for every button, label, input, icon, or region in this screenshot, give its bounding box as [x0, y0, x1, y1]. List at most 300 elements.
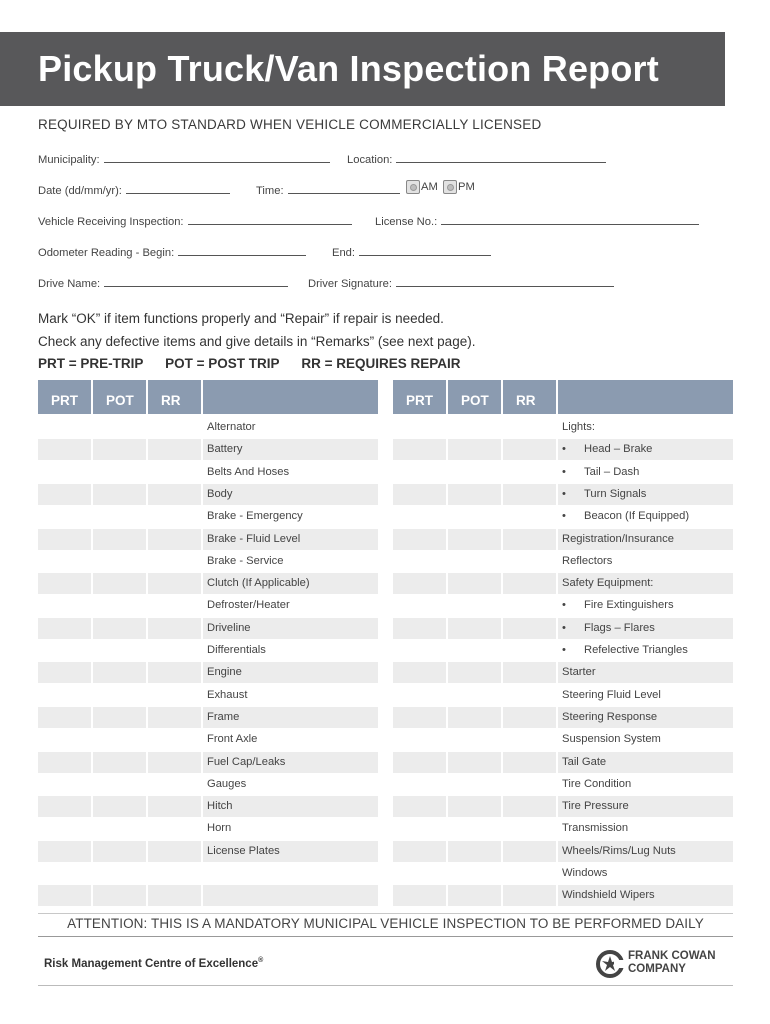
- checklist-item-text: Refelective Triangles: [584, 644, 688, 656]
- prt-checkbox[interactable]: [38, 573, 91, 594]
- prt-checkbox[interactable]: [393, 640, 446, 661]
- attention-notice: ATTENTION: THIS IS A MANDATORY MUNICIPAL VEHICLE INSPECTION TO BE PERFORMED DAILY: [38, 913, 733, 931]
- prt-checkbox[interactable]: [38, 752, 91, 773]
- odometer-begin-field[interactable]: [38, 246, 306, 259]
- checklist-row: [38, 439, 378, 461]
- pot-checkbox[interactable]: [448, 573, 501, 594]
- prt-checkbox[interactable]: [393, 774, 446, 795]
- prt-checkbox[interactable]: [38, 439, 91, 460]
- header-rr: RR: [148, 380, 201, 414]
- prt-checkbox[interactable]: [393, 729, 446, 750]
- pot-checkbox[interactable]: [93, 484, 146, 505]
- prt-checkbox[interactable]: [38, 595, 91, 616]
- checklist-item-text: Transmission: [562, 822, 629, 835]
- pot-checkbox[interactable]: [93, 417, 146, 438]
- legend-rr: RR = REQUIRES REPAIR: [301, 356, 461, 371]
- pot-checkbox[interactable]: [93, 595, 146, 616]
- checklist-row: [393, 796, 733, 818]
- rr-checkbox[interactable]: [148, 462, 201, 483]
- municipality-line: [104, 153, 330, 163]
- pot-checkbox[interactable]: [448, 841, 501, 862]
- am-option[interactable]: [406, 180, 438, 194]
- prt-checkbox[interactable]: [38, 506, 91, 527]
- checklist-item-label: [203, 818, 378, 839]
- license-no-field[interactable]: [375, 215, 699, 228]
- pot-checkbox[interactable]: [93, 506, 146, 527]
- checklist-item-text: Body: [207, 487, 233, 500]
- rr-checkbox[interactable]: [503, 595, 556, 616]
- checklist-row: [393, 551, 733, 573]
- checklist-row: [393, 439, 733, 461]
- pot-checkbox[interactable]: [93, 618, 146, 639]
- driver-signature-label: Driver Signature:: [308, 278, 392, 290]
- prt-checkbox[interactable]: [393, 506, 446, 527]
- pot-checkbox[interactable]: [93, 863, 146, 884]
- checklist-row: [393, 707, 733, 729]
- checklist-item-label: [558, 662, 733, 683]
- rr-checkbox[interactable]: [503, 841, 556, 862]
- cowan-leaf-icon: [596, 950, 624, 978]
- checklist-item-label: [558, 752, 733, 773]
- checklist-item-label: [203, 863, 378, 884]
- pot-checkbox[interactable]: [448, 729, 501, 750]
- municipality-field[interactable]: [38, 153, 330, 166]
- pm-option[interactable]: [443, 180, 475, 194]
- prt-checkbox[interactable]: [393, 551, 446, 572]
- rr-checkbox[interactable]: [148, 551, 201, 572]
- rr-checkbox[interactable]: [503, 885, 556, 906]
- header-pot: POT: [448, 380, 501, 414]
- checklist-row: [393, 529, 733, 551]
- pot-checkbox[interactable]: [93, 841, 146, 862]
- rr-checkbox[interactable]: [503, 573, 556, 594]
- prt-checkbox[interactable]: [38, 729, 91, 750]
- checklist-item-text: Windows: [562, 867, 608, 879]
- checklist-item-text: Driveline: [207, 621, 251, 634]
- pot-checkbox[interactable]: [448, 618, 501, 639]
- header-prt: PRT: [38, 380, 91, 414]
- checklist-row: [38, 863, 378, 885]
- prt-checkbox[interactable]: [393, 841, 446, 862]
- checklist-item-label: [558, 529, 733, 550]
- checklist-row: [38, 573, 378, 595]
- checklist-row: [393, 685, 733, 707]
- pot-checkbox[interactable]: [448, 506, 501, 527]
- prt-checkbox[interactable]: [38, 818, 91, 839]
- vehicle-receiving-label: Vehicle Receiving Inspection:: [38, 216, 184, 228]
- checklist-row: [393, 618, 733, 640]
- checklist-item-label: [203, 506, 378, 527]
- checklist-item-label: [203, 885, 378, 906]
- logo-line-2: COMPANY: [628, 963, 686, 975]
- checklist-item-text: Starter: [562, 666, 596, 679]
- checklist-row: [38, 841, 378, 863]
- odometer-end-line: [359, 246, 491, 256]
- checklist-item-text: Brake - Emergency: [207, 510, 303, 523]
- checklist-item-text: Reflectors: [562, 554, 613, 567]
- pot-checkbox[interactable]: [448, 439, 501, 460]
- pot-checkbox[interactable]: [93, 707, 146, 728]
- rr-checkbox[interactable]: [503, 417, 556, 438]
- checklist-row: [38, 707, 378, 729]
- checklist-item-text: Horn: [207, 822, 232, 835]
- pot-checkbox[interactable]: [93, 729, 146, 750]
- checklist-item-text: Safety Equipment:: [562, 577, 654, 590]
- checklist-item-text: Tail Gate: [562, 755, 607, 768]
- checklist-item-label: [203, 796, 378, 817]
- prt-checkbox[interactable]: [393, 707, 446, 728]
- pot-checkbox[interactable]: [448, 640, 501, 661]
- checklist-item-label: [558, 462, 733, 483]
- prt-checkbox[interactable]: [393, 752, 446, 773]
- prt-checkbox[interactable]: [38, 484, 91, 505]
- checklist-item-label: [558, 484, 733, 505]
- checklist-item-label: [558, 818, 733, 839]
- checklist-item-label: [558, 595, 733, 616]
- pot-checkbox[interactable]: [448, 885, 501, 906]
- time-label: Time:: [256, 185, 284, 197]
- checklist-item-text: Defroster/Heater: [207, 599, 290, 612]
- checklist-item-label: [203, 774, 378, 795]
- checklist-item-text: Hitch: [207, 800, 233, 813]
- checklist-item-label: [203, 685, 378, 706]
- pot-checkbox[interactable]: [448, 685, 501, 706]
- rr-checkbox[interactable]: [503, 439, 556, 460]
- rr-checkbox[interactable]: [503, 529, 556, 550]
- rr-checkbox[interactable]: [148, 752, 201, 773]
- time-field[interactable]: [256, 184, 400, 197]
- checklist-item-text: Frame: [207, 710, 240, 723]
- rr-checkbox[interactable]: [148, 729, 201, 750]
- pot-checkbox[interactable]: [93, 551, 146, 572]
- rr-checkbox[interactable]: [148, 417, 201, 438]
- rr-checkbox[interactable]: [148, 573, 201, 594]
- rr-checkbox[interactable]: [503, 484, 556, 505]
- pot-checkbox[interactable]: [93, 685, 146, 706]
- checklist-row: [393, 885, 733, 907]
- drive-name-field[interactable]: [38, 277, 288, 290]
- prt-checkbox[interactable]: [38, 796, 91, 817]
- pot-checkbox[interactable]: [448, 484, 501, 505]
- checklist-item-label: [558, 707, 733, 728]
- rr-checkbox[interactable]: [148, 796, 201, 817]
- legend-prt: PRT = PRE-TRIP: [38, 356, 144, 371]
- prt-checkbox[interactable]: [393, 618, 446, 639]
- checklist-item-text: Tire Pressure: [562, 800, 629, 813]
- frank-cowan-logo: [596, 950, 736, 980]
- prt-checkbox[interactable]: [38, 662, 91, 683]
- rr-checkbox[interactable]: [148, 685, 201, 706]
- checklist-item-label: [203, 640, 378, 661]
- drive-name-line: [104, 277, 288, 287]
- pot-checkbox[interactable]: [93, 640, 146, 661]
- location-field[interactable]: [347, 153, 606, 166]
- pot-checkbox[interactable]: [93, 439, 146, 460]
- checklist-item-text: Tail – Dash: [584, 465, 640, 478]
- checklist-item-text: Belts And Hoses: [207, 465, 290, 478]
- prt-checkbox[interactable]: [393, 662, 446, 683]
- checklist-row: [38, 729, 378, 751]
- pot-checkbox[interactable]: [448, 595, 501, 616]
- checklist-item-text: Battery: [207, 443, 243, 456]
- logo-text: [628, 950, 716, 976]
- footer-organization: [44, 957, 263, 970]
- checklist-item-text: Tire Condition: [562, 777, 632, 790]
- prt-checkbox[interactable]: [38, 774, 91, 795]
- rr-checkbox[interactable]: [503, 551, 556, 572]
- prt-checkbox[interactable]: [38, 885, 91, 906]
- checklist-item-label: [203, 707, 378, 728]
- prt-checkbox[interactable]: [393, 595, 446, 616]
- checklist-item-text: Fuel Cap/Leaks: [207, 755, 286, 768]
- header-rr: RR: [503, 380, 556, 414]
- checklist-item-label: [558, 640, 733, 661]
- rr-checkbox[interactable]: [503, 662, 556, 683]
- prt-checkbox[interactable]: [38, 707, 91, 728]
- rr-checkbox[interactable]: [148, 595, 201, 616]
- vehicle-receiving-field[interactable]: [38, 215, 352, 228]
- instruction-line-2: Check any defective items and give details in “Remarks” (see next page).: [38, 334, 476, 349]
- pot-checkbox[interactable]: [93, 462, 146, 483]
- pot-checkbox[interactable]: [448, 707, 501, 728]
- checklist-item-label: [203, 752, 378, 773]
- checklist-row: [38, 774, 378, 796]
- rr-checkbox[interactable]: [148, 618, 201, 639]
- checklist-item-label: [558, 439, 733, 460]
- rr-checkbox[interactable]: [503, 462, 556, 483]
- footer-organization-text: Risk Management Centre of Excellence: [44, 957, 259, 970]
- rr-checkbox[interactable]: [503, 506, 556, 527]
- pot-checkbox[interactable]: [93, 796, 146, 817]
- checklist-row: [38, 506, 378, 528]
- prt-checkbox[interactable]: [393, 573, 446, 594]
- checklist-item-label: [203, 462, 378, 483]
- license-no-label: License No.:: [375, 216, 438, 228]
- pot-checkbox[interactable]: [448, 752, 501, 773]
- checklist-item-text: Brake - Service: [207, 554, 284, 567]
- checklist-row: [393, 841, 733, 863]
- license-no-line: [441, 215, 699, 225]
- checklist-row: [393, 506, 733, 528]
- checklist-item-label: [558, 506, 733, 527]
- bottom-divider: [38, 985, 733, 986]
- registered-mark: ®: [258, 957, 264, 964]
- prt-checkbox[interactable]: [38, 841, 91, 862]
- bullet: •: [562, 465, 566, 478]
- prt-checkbox[interactable]: [38, 462, 91, 483]
- checklist-item-text: Front Axle: [207, 733, 258, 746]
- rr-checkbox[interactable]: [148, 863, 201, 884]
- checklist-row: [38, 752, 378, 774]
- checklist-row: [393, 640, 733, 662]
- checklist-row: [38, 618, 378, 640]
- checklist-item-text: Clutch (If Applicable): [207, 577, 310, 590]
- checklist-item-label: [558, 729, 733, 750]
- checklist-row: [38, 685, 378, 707]
- rr-checkbox[interactable]: [503, 863, 556, 884]
- pot-checkbox[interactable]: [93, 774, 146, 795]
- header-prt: PRT: [393, 380, 446, 414]
- checklist-row: [393, 818, 733, 840]
- instruction-line-1: Mark “OK” if item functions properly and “Repair” if repair is needed.: [38, 311, 444, 326]
- checklist-item-label: [558, 774, 733, 795]
- checklist-item-label: [558, 573, 733, 594]
- checklist-item-label: [203, 662, 378, 683]
- prt-checkbox[interactable]: [393, 439, 446, 460]
- checklist-row: [393, 573, 733, 595]
- checklist-item-label: [558, 885, 733, 906]
- checklist-item-label: [558, 685, 733, 706]
- prt-checkbox[interactable]: [393, 484, 446, 505]
- bullet: •: [562, 644, 566, 656]
- bullet: •: [562, 599, 566, 612]
- pot-checkbox[interactable]: [448, 863, 501, 884]
- prt-checkbox[interactable]: [393, 462, 446, 483]
- checklist-item-text: Suspension System: [562, 733, 661, 746]
- rr-checkbox[interactable]: [503, 796, 556, 817]
- rr-checkbox[interactable]: [148, 662, 201, 683]
- prt-checkbox[interactable]: [38, 529, 91, 550]
- rr-checkbox[interactable]: [148, 707, 201, 728]
- prt-checkbox[interactable]: [38, 685, 91, 706]
- driver-signature-field[interactable]: [308, 277, 614, 290]
- checklist-item-text: Wheels/Rims/Lug Nuts: [562, 844, 676, 857]
- rr-checkbox[interactable]: [148, 818, 201, 839]
- checklist-row: [393, 752, 733, 774]
- pot-checkbox[interactable]: [93, 573, 146, 594]
- vehicle-receiving-line: [188, 215, 352, 225]
- header-item: [558, 380, 733, 414]
- rr-checkbox[interactable]: [503, 707, 556, 728]
- checklist-row: [393, 484, 733, 506]
- rr-checkbox[interactable]: [148, 439, 201, 460]
- checklist-row: [38, 818, 378, 840]
- checklist-row: [393, 595, 733, 617]
- am-label: AM: [421, 180, 438, 193]
- rr-checkbox[interactable]: [148, 774, 201, 795]
- checklist-row: [393, 774, 733, 796]
- rr-checkbox[interactable]: [503, 685, 556, 706]
- checklist-item-label: [203, 595, 378, 616]
- header-pot: POT: [93, 380, 146, 414]
- pot-checkbox[interactable]: [448, 818, 501, 839]
- date-label: Date (dd/mm/yr):: [38, 185, 122, 197]
- checklist-item-text: Exhaust: [207, 688, 248, 701]
- rr-checkbox[interactable]: [148, 529, 201, 550]
- prt-checkbox[interactable]: [38, 640, 91, 661]
- prt-checkbox[interactable]: [393, 417, 446, 438]
- rr-checkbox[interactable]: [148, 506, 201, 527]
- pot-checkbox[interactable]: [93, 529, 146, 550]
- prt-checkbox[interactable]: [38, 618, 91, 639]
- title-bar: [0, 32, 725, 106]
- odometer-end-field[interactable]: [332, 246, 491, 259]
- pm-label: PM: [458, 180, 475, 193]
- prt-checkbox[interactable]: [393, 796, 446, 817]
- pot-checkbox[interactable]: [448, 551, 501, 572]
- pot-checkbox[interactable]: [448, 462, 501, 483]
- prt-checkbox[interactable]: [38, 863, 91, 884]
- checklist-row: [38, 640, 378, 662]
- rr-checkbox[interactable]: [503, 618, 556, 639]
- rr-checkbox[interactable]: [503, 752, 556, 773]
- checklist-item-text: Fire Extinguishers: [584, 599, 674, 612]
- rr-checkbox[interactable]: [148, 885, 201, 906]
- pot-checkbox[interactable]: [448, 529, 501, 550]
- checklist-item-text: Turn Signals: [584, 487, 647, 500]
- pot-checkbox[interactable]: [448, 417, 501, 438]
- checklist-item-label: [558, 841, 733, 862]
- location-line: [396, 153, 606, 163]
- checklist-item-text: Brake - Fluid Level: [207, 532, 301, 545]
- bullet: •: [562, 510, 566, 523]
- am-radio[interactable]: [406, 180, 420, 194]
- header-item: [203, 380, 378, 414]
- pot-checkbox[interactable]: [448, 662, 501, 683]
- checklist-item-label: [203, 551, 378, 572]
- checklist-row: [393, 729, 733, 751]
- prt-checkbox[interactable]: [38, 417, 91, 438]
- prt-checkbox[interactable]: [38, 551, 91, 572]
- rr-checkbox[interactable]: [148, 484, 201, 505]
- checklist-row: [38, 796, 378, 818]
- checklist-row: [38, 529, 378, 551]
- subtitle: REQUIRED BY MTO STANDARD WHEN VEHICLE COMMERCIALLY LICENSED: [38, 117, 542, 132]
- checklist-row: [38, 662, 378, 684]
- checklist-item-label: [203, 573, 378, 594]
- checklist-item-text: License Plates: [207, 844, 280, 857]
- pot-checkbox[interactable]: [93, 818, 146, 839]
- checklist-row: [38, 417, 378, 439]
- rr-checkbox[interactable]: [503, 818, 556, 839]
- checklist-item-label: [558, 551, 733, 572]
- rr-checkbox[interactable]: [503, 640, 556, 661]
- pot-checkbox[interactable]: [93, 885, 146, 906]
- legend-pot: POT = POST TRIP: [165, 356, 280, 371]
- prt-checkbox[interactable]: [393, 685, 446, 706]
- rr-checkbox[interactable]: [148, 640, 201, 661]
- location-label: Location:: [347, 154, 393, 166]
- divider: [38, 936, 733, 937]
- checklist-item-text: Lights:: [562, 421, 595, 433]
- checklist-item-label: [203, 618, 378, 639]
- rr-checkbox[interactable]: [503, 729, 556, 750]
- checklist-row: [38, 551, 378, 573]
- drive-name-label: Drive Name:: [38, 278, 101, 290]
- date-field[interactable]: [38, 184, 230, 197]
- checklist-item-text: Alternator: [207, 421, 256, 433]
- prt-checkbox[interactable]: [393, 863, 446, 884]
- odometer-end-label: End:: [332, 247, 356, 259]
- odometer-begin-label: Odometer Reading - Begin:: [38, 247, 175, 259]
- checklist-row: [38, 484, 378, 506]
- rr-checkbox[interactable]: [148, 841, 201, 862]
- pot-checkbox[interactable]: [448, 774, 501, 795]
- pm-radio[interactable]: [443, 180, 457, 194]
- pot-checkbox[interactable]: [448, 796, 501, 817]
- municipality-label: Municipality:: [38, 154, 100, 166]
- prt-checkbox[interactable]: [393, 529, 446, 550]
- checklist-item-text: Steering Response: [562, 710, 658, 723]
- rr-checkbox[interactable]: [503, 774, 556, 795]
- prt-checkbox[interactable]: [393, 885, 446, 906]
- checklist-item-text: Engine: [207, 666, 242, 679]
- checklist-item-text: Windshield Wipers: [562, 889, 655, 902]
- prt-checkbox[interactable]: [393, 818, 446, 839]
- pot-checkbox[interactable]: [93, 752, 146, 773]
- pot-checkbox[interactable]: [93, 662, 146, 683]
- bullet: •: [562, 487, 566, 500]
